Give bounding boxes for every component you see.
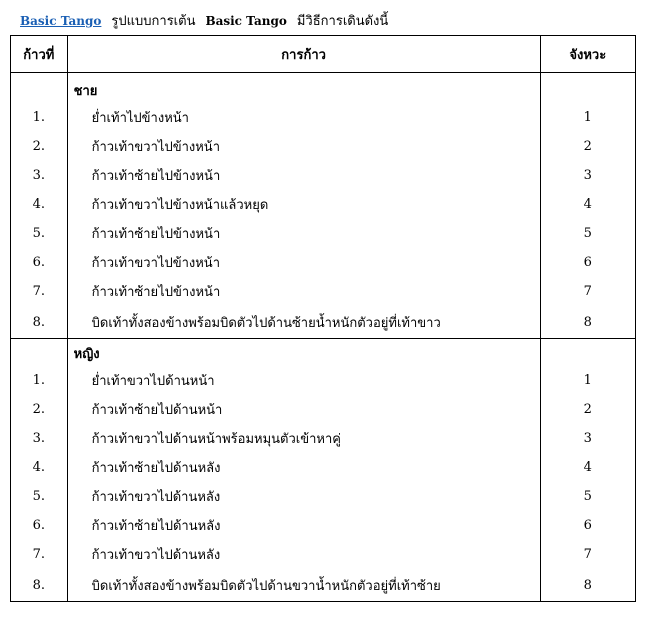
table-row: [11, 424, 636, 453]
step-beat: 6: [540, 511, 635, 540]
step-beat: 6: [540, 248, 635, 277]
step-description: ก้าวเท้าขวาไปด้านหลัง: [67, 540, 540, 569]
table-row: [11, 569, 636, 602]
step-description: ก้าวเท้าขวาไปข้างหน้าแล้วหยุด: [67, 190, 540, 219]
basic-tango-link[interactable]: Basic Tango: [20, 14, 102, 28]
step-beat: 4: [540, 453, 635, 482]
header-step: การก้าว: [67, 36, 540, 73]
intro-text-2: มีวิธีการเดินดังนี้: [296, 14, 389, 29]
table-row: [11, 366, 636, 395]
step-number: 1.: [11, 366, 68, 395]
step-description: บิดเท้าทั้งสองข้างพร้อมบิดตัวไปด้านซ้ายน้ำหนักตัวอยู่ที่เท้าขาว: [67, 306, 540, 339]
table-row: [11, 219, 636, 248]
step-description: บิดเท้าทั้งสองข้างพร้อมบิดตัวไปด้านขวาน้ำหนักตัวอยู่ที่เท้าซ้าย: [67, 569, 540, 602]
step-number: 6.: [11, 248, 68, 277]
step-beat: 8: [540, 306, 635, 339]
step-beat: 2: [540, 132, 635, 161]
step-description: ก้าวเท้าซ้ายไปด้านหน้า: [67, 395, 540, 424]
step-description: ก้าวเท้าซ้ายไปข้างหน้า: [67, 219, 540, 248]
step-beat: 8: [540, 569, 635, 602]
women-label: หญิง: [67, 339, 540, 367]
step-description: ย่ำเท้าขวาไปด้านหน้า: [67, 366, 540, 395]
step-number: 5.: [11, 482, 68, 511]
table-row: [11, 161, 636, 190]
table-row: [11, 132, 636, 161]
step-description: ก้าวเท้าขวาไปด้านหลัง: [67, 482, 540, 511]
step-number: 8.: [11, 569, 68, 602]
step-beat: 1: [540, 366, 635, 395]
intro-dance-name: Basic Tango: [205, 14, 287, 28]
men-label: ชาย: [67, 73, 540, 104]
table-row: [11, 395, 636, 424]
intro-line: [20, 10, 388, 31]
table-row: [11, 511, 636, 540]
step-beat: 7: [540, 540, 635, 569]
header-beat: จังหวะ: [540, 36, 635, 73]
step-description: ก้าวเท้าซ้ายไปข้างหน้า: [67, 277, 540, 306]
women-section: [11, 339, 636, 602]
step-description: ก้าวเท้าขวาไปข้างหน้า: [67, 132, 540, 161]
intro-text-1: รูปแบบการเต้น: [111, 14, 196, 29]
step-number: 2.: [11, 132, 68, 161]
table-row: [11, 453, 636, 482]
step-number: 6.: [11, 511, 68, 540]
table-row: [11, 306, 636, 339]
step-number: 8.: [11, 306, 68, 339]
step-number: 5.: [11, 219, 68, 248]
table-header-row: [11, 36, 636, 73]
header-step-no: ก้าวที่: [11, 36, 68, 73]
step-beat: 5: [540, 482, 635, 511]
step-number: 4.: [11, 190, 68, 219]
table-row: [11, 540, 636, 569]
table-row: [11, 248, 636, 277]
table-row: [11, 277, 636, 306]
step-beat: 5: [540, 219, 635, 248]
step-number: 3.: [11, 424, 68, 453]
step-number: 3.: [11, 161, 68, 190]
step-description: ย่ำเท้าไปข้างหน้า: [67, 103, 540, 132]
step-beat: 4: [540, 190, 635, 219]
step-number: 1.: [11, 103, 68, 132]
step-beat: 3: [540, 161, 635, 190]
step-description: ก้าวเท้าซ้ายไปข้างหน้า: [67, 161, 540, 190]
step-number: 7.: [11, 277, 68, 306]
step-beat: 7: [540, 277, 635, 306]
section-label-row: [11, 339, 636, 367]
steps-table: [10, 35, 636, 602]
table-row: [11, 103, 636, 132]
step-description: ก้าวเท้าขวาไปด้านหน้าพร้อมหมุนตัวเข้าหาคู่: [67, 424, 540, 453]
men-section: [11, 73, 636, 339]
step-beat: 3: [540, 424, 635, 453]
step-number: 2.: [11, 395, 68, 424]
step-beat: 1: [540, 103, 635, 132]
step-number: 7.: [11, 540, 68, 569]
step-description: ก้าวเท้าซ้ายไปด้านหลัง: [67, 453, 540, 482]
table-row: [11, 482, 636, 511]
step-number: 4.: [11, 453, 68, 482]
table-row: [11, 190, 636, 219]
section-label-row: [11, 73, 636, 104]
step-description: ก้าวเท้าขวาไปข้างหน้า: [67, 248, 540, 277]
step-description: ก้าวเท้าซ้ายไปด้านหลัง: [67, 511, 540, 540]
step-beat: 2: [540, 395, 635, 424]
